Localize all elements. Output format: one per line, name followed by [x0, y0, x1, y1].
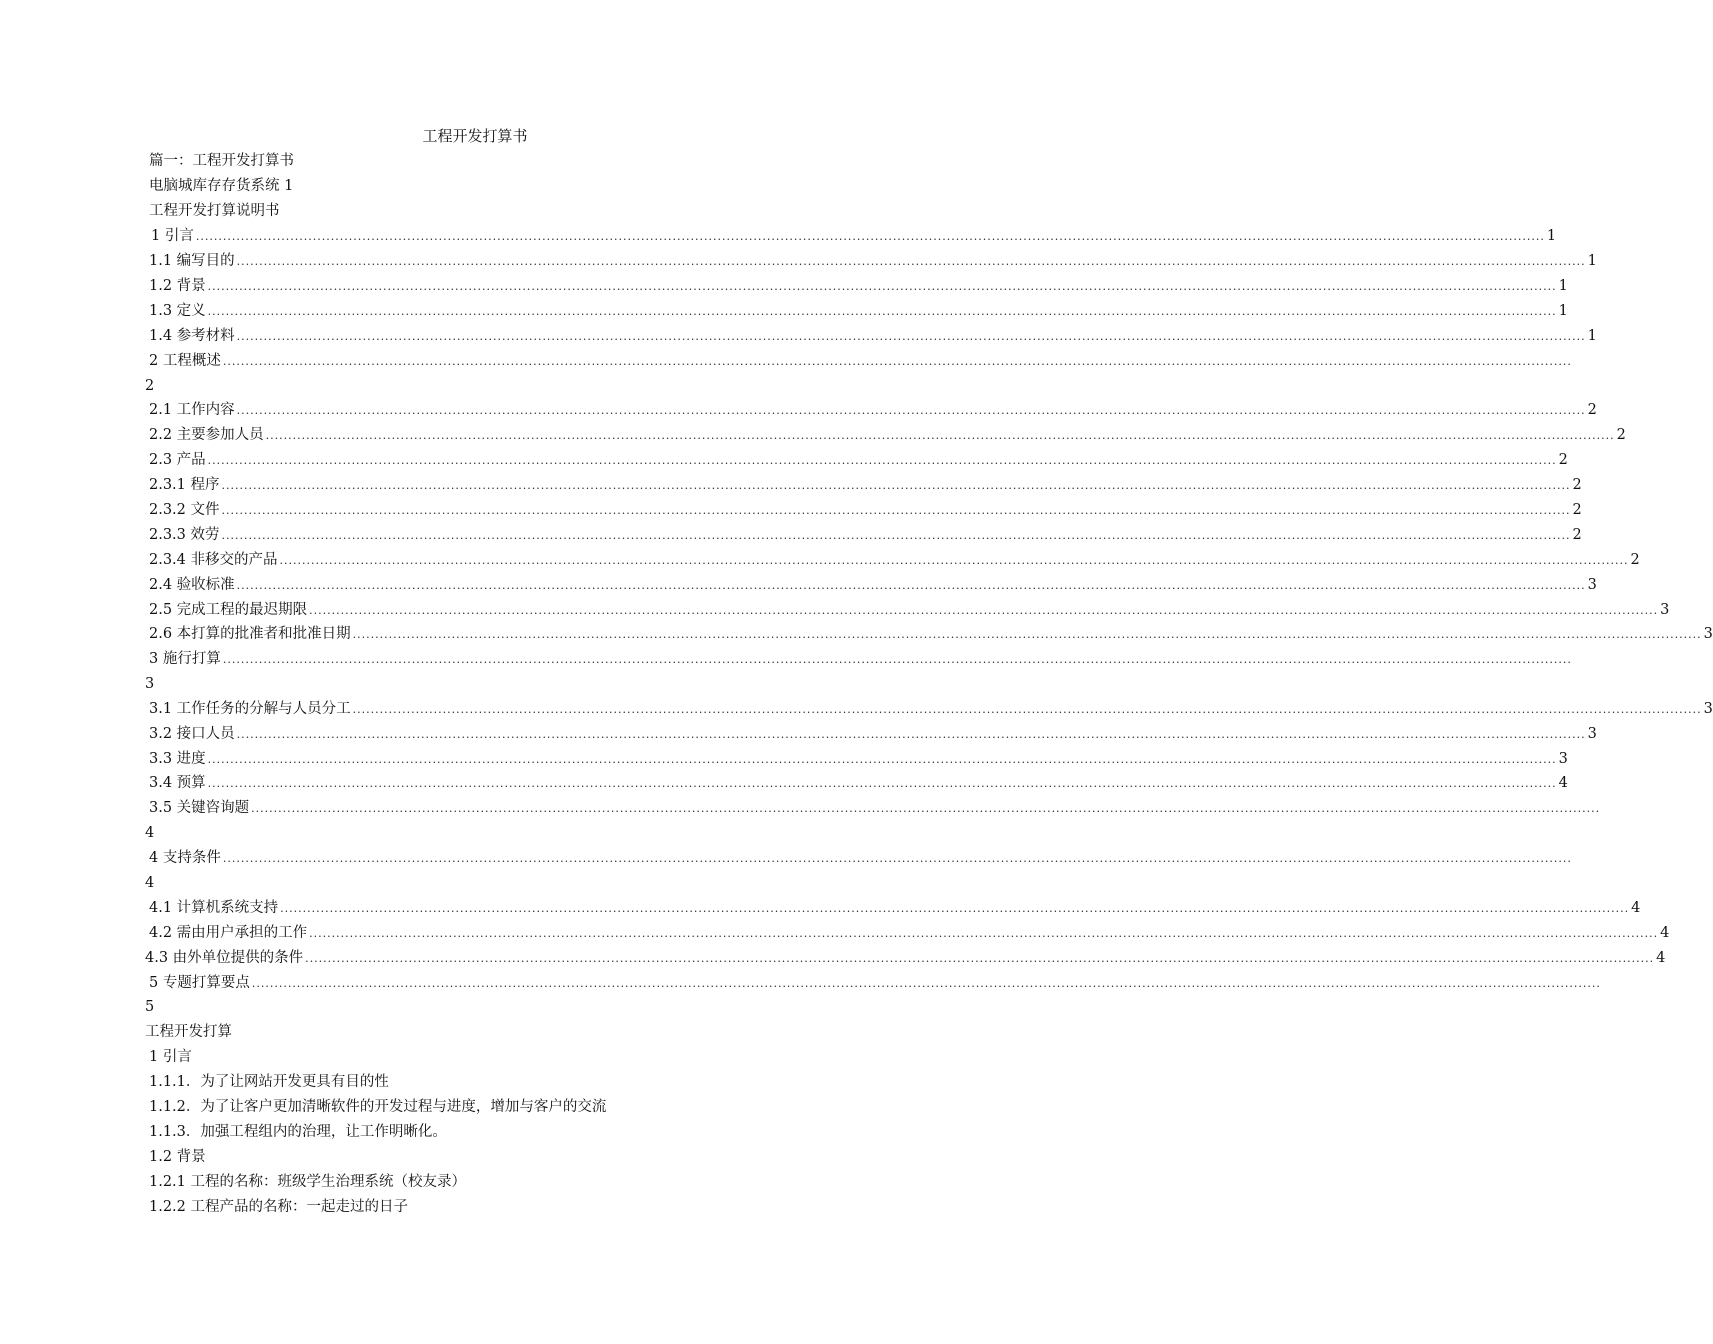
- toc-leader: ............................................................................................................................................................................................................................................................................................................: [236, 255, 1586, 268]
- toc-entry[interactable]: [149, 525, 1582, 546]
- toc-page: 1: [1558, 278, 1568, 294]
- toc-label: 2.3.1 程序: [149, 477, 220, 493]
- toc-page: 2: [1572, 527, 1582, 543]
- toc-label: 2 工程概述: [149, 353, 221, 369]
- toc-label: 3.2 接口人员: [149, 726, 235, 742]
- body-heading: 工程开发打算: [145, 1024, 232, 1040]
- toc-entry[interactable]: [149, 575, 1597, 596]
- toc-label: 2.4 验收标准: [149, 577, 235, 593]
- toc-label: 3.1 工作任务的分解与人员分工: [149, 701, 351, 717]
- toc-leader: ............................................................................................................................................................................................................................................................................................................: [279, 554, 1629, 567]
- toc-label: 3 施行打算: [149, 651, 221, 667]
- toc-label: 2.6 本打算的批准者和批准日期: [149, 626, 351, 642]
- toc-label: 3.5 关键咨询题: [149, 800, 250, 816]
- toc-entry[interactable]: [149, 773, 1568, 794]
- toc-leader: ............................................................................................................................................................................................................................................................................................................: [280, 902, 1630, 915]
- toc-leader: ............................................................................................................................................................................................................................................................................................................: [265, 429, 1615, 442]
- toc-page: 2: [1616, 427, 1626, 443]
- toc-entry[interactable]: [149, 425, 1626, 446]
- toc-leader: ............................................................................................................................................................................................................................................................................................................: [221, 479, 1571, 492]
- toc-entry[interactable]: [151, 226, 1557, 247]
- toc-label: 5 专题打算要点: [149, 975, 250, 991]
- toc-leader: ............................................................................................................................................................................................................................................................................................................: [352, 703, 1702, 716]
- toc-label: 2.3.3 效劳: [149, 527, 220, 543]
- intro-line: 工程开发打算说明书: [149, 203, 280, 219]
- toc-page: 2: [1572, 502, 1582, 518]
- toc-entry[interactable]: [149, 500, 1582, 521]
- toc-page: 1: [1587, 253, 1597, 269]
- toc-page: 4: [1660, 925, 1670, 941]
- toc-label: 4.2 需由用户承担的工作: [149, 925, 308, 941]
- toc-leader: ............................................................................................................................................................................................................................................................................................................: [222, 653, 1572, 666]
- toc-label: 3.4 预算: [149, 775, 206, 791]
- toc-label: 1.4 参考材料: [149, 328, 235, 344]
- toc-page: 5: [145, 999, 155, 1015]
- toc-entry[interactable]: [149, 699, 1713, 720]
- toc-entry[interactable]: [149, 400, 1597, 421]
- toc-entry[interactable]: [149, 923, 1670, 944]
- body-line: 1.2.1 工程的名称：班级学生治理系统（校友录）: [149, 1174, 467, 1190]
- toc-leader: ............................................................................................................................................................................................................................................................................................................: [207, 454, 1557, 467]
- intro-line: 电脑城库存存货系统 1: [149, 178, 294, 194]
- toc-page: 3: [1660, 602, 1670, 618]
- toc-page: 2: [1558, 452, 1568, 468]
- intro-line: 篇一：工程开发打算书: [149, 153, 294, 169]
- toc-entry[interactable]: [149, 351, 1572, 372]
- toc-entry[interactable]: [149, 973, 1601, 994]
- toc-leader: ............................................................................................................................................................................................................................................................................................................: [207, 777, 1557, 790]
- toc-entry[interactable]: [149, 798, 1601, 819]
- toc-label: 1.3 定义: [149, 303, 206, 319]
- toc-entry[interactable]: [149, 600, 1670, 621]
- toc-label: 2.2 主要参加人员: [149, 427, 264, 443]
- toc-page: 3: [145, 676, 155, 692]
- toc-page: 3: [1587, 726, 1597, 742]
- toc-leader: ............................................................................................................................................................................................................................................................................................................: [236, 728, 1586, 741]
- toc-entry[interactable]: [149, 848, 1572, 869]
- toc-leader: ............................................................................................................................................................................................................................................................................................................: [352, 628, 1702, 641]
- toc-leader: ............................................................................................................................................................................................................................................................................................................: [195, 230, 1545, 243]
- toc-page: 1: [1546, 228, 1557, 244]
- toc-leader: ............................................................................................................................................................................................................................................................................................................: [236, 404, 1586, 417]
- toc-page: 4: [145, 875, 155, 891]
- toc-label: 4.3 由外单位提供的条件: [145, 950, 304, 966]
- toc-label: 1 引言: [151, 228, 194, 244]
- toc-leader: ............................................................................................................................................................................................................................................................................................................: [305, 952, 1655, 965]
- toc-entry[interactable]: [145, 948, 1666, 969]
- document-title: 工程开发打算书: [422, 127, 528, 145]
- toc-label: 1.1 编写目的: [149, 253, 235, 269]
- toc-label: 2.5 完成工程的最迟期限: [149, 602, 308, 618]
- toc-entry[interactable]: [149, 301, 1568, 322]
- toc-page: 4: [145, 825, 155, 841]
- body-line: 1.2.2 工程产品的名称：一起走过的日子: [149, 1199, 409, 1215]
- body-line: 1.1.2．为了让客户更加清晰软件的开发过程与进度，增加与客户的交流: [149, 1099, 607, 1115]
- toc-page: 2: [1630, 552, 1640, 568]
- toc-entry[interactable]: [149, 649, 1572, 670]
- body-line: 1.2 背景: [149, 1149, 206, 1165]
- toc-leader: ............................................................................................................................................................................................................................................................................................................: [251, 802, 1601, 815]
- toc-leader: ............................................................................................................................................................................................................................................................................................................: [207, 753, 1557, 766]
- toc-leader: ............................................................................................................................................................................................................................................................................................................: [309, 604, 1659, 617]
- toc-page: 1: [1587, 328, 1597, 344]
- toc-entry[interactable]: [149, 326, 1597, 347]
- body-line: 1.1.3．加强工程组内的治理，让工作明晰化。: [149, 1124, 447, 1140]
- toc-entry[interactable]: [149, 276, 1568, 297]
- toc-entry[interactable]: [149, 898, 1641, 919]
- toc-leader: ............................................................................................................................................................................................................................................................................................................: [236, 330, 1586, 343]
- body-line: 1 引言: [149, 1049, 192, 1065]
- toc-page: 2: [1587, 402, 1597, 418]
- toc-leader: ............................................................................................................................................................................................................................................................................................................: [207, 305, 1557, 318]
- toc-label: 2.3.4 非移交的产品: [149, 552, 278, 568]
- toc-label: 4.1 计算机系统支持: [149, 900, 279, 916]
- toc-leader: ............................................................................................................................................................................................................................................................................................................: [222, 355, 1572, 368]
- toc-leader: ............................................................................................................................................................................................................................................................................................................: [251, 977, 1601, 990]
- toc-page: 1: [1558, 303, 1568, 319]
- toc-page: 4: [1631, 900, 1641, 916]
- toc-page: 3: [1703, 626, 1713, 642]
- toc-page: 4: [1558, 775, 1568, 791]
- toc-label: 4 支持条件: [149, 850, 221, 866]
- toc-label: 2.3.2 文件: [149, 502, 220, 518]
- toc-entry[interactable]: [149, 475, 1582, 496]
- toc-label: 3.3 进度: [149, 751, 206, 767]
- toc-label: 2.3 产品: [149, 452, 206, 468]
- toc-leader: ............................................................................................................................................................................................................................................................................................................: [236, 579, 1586, 592]
- toc-label: 2.1 工作内容: [149, 402, 235, 418]
- toc-page: 3: [1703, 701, 1713, 717]
- toc-entry[interactable]: [149, 450, 1568, 471]
- toc-entry[interactable]: [149, 624, 1713, 645]
- toc-page: 2: [1572, 477, 1582, 493]
- toc-leader: ............................................................................................................................................................................................................................................................................................................: [221, 529, 1571, 542]
- toc-label: 1.2 背景: [149, 278, 206, 294]
- body-line: 1.1.1．为了让网站开发更具有目的性: [149, 1074, 389, 1090]
- toc-page: 4: [1656, 950, 1666, 966]
- toc-entry[interactable]: [149, 550, 1640, 571]
- toc-entry[interactable]: [149, 749, 1568, 770]
- toc-entry[interactable]: [149, 724, 1597, 745]
- toc-page: 2: [145, 378, 155, 394]
- toc-leader: ............................................................................................................................................................................................................................................................................................................: [221, 504, 1571, 517]
- toc-leader: ............................................................................................................................................................................................................................................................................................................: [207, 280, 1557, 293]
- toc-leader: ............................................................................................................................................................................................................................................................................................................: [309, 927, 1659, 940]
- toc-page: 3: [1558, 751, 1568, 767]
- toc-entry[interactable]: [149, 251, 1597, 272]
- toc-leader: ............................................................................................................................................................................................................................................................................................................: [222, 852, 1572, 865]
- toc-page: 3: [1587, 577, 1597, 593]
